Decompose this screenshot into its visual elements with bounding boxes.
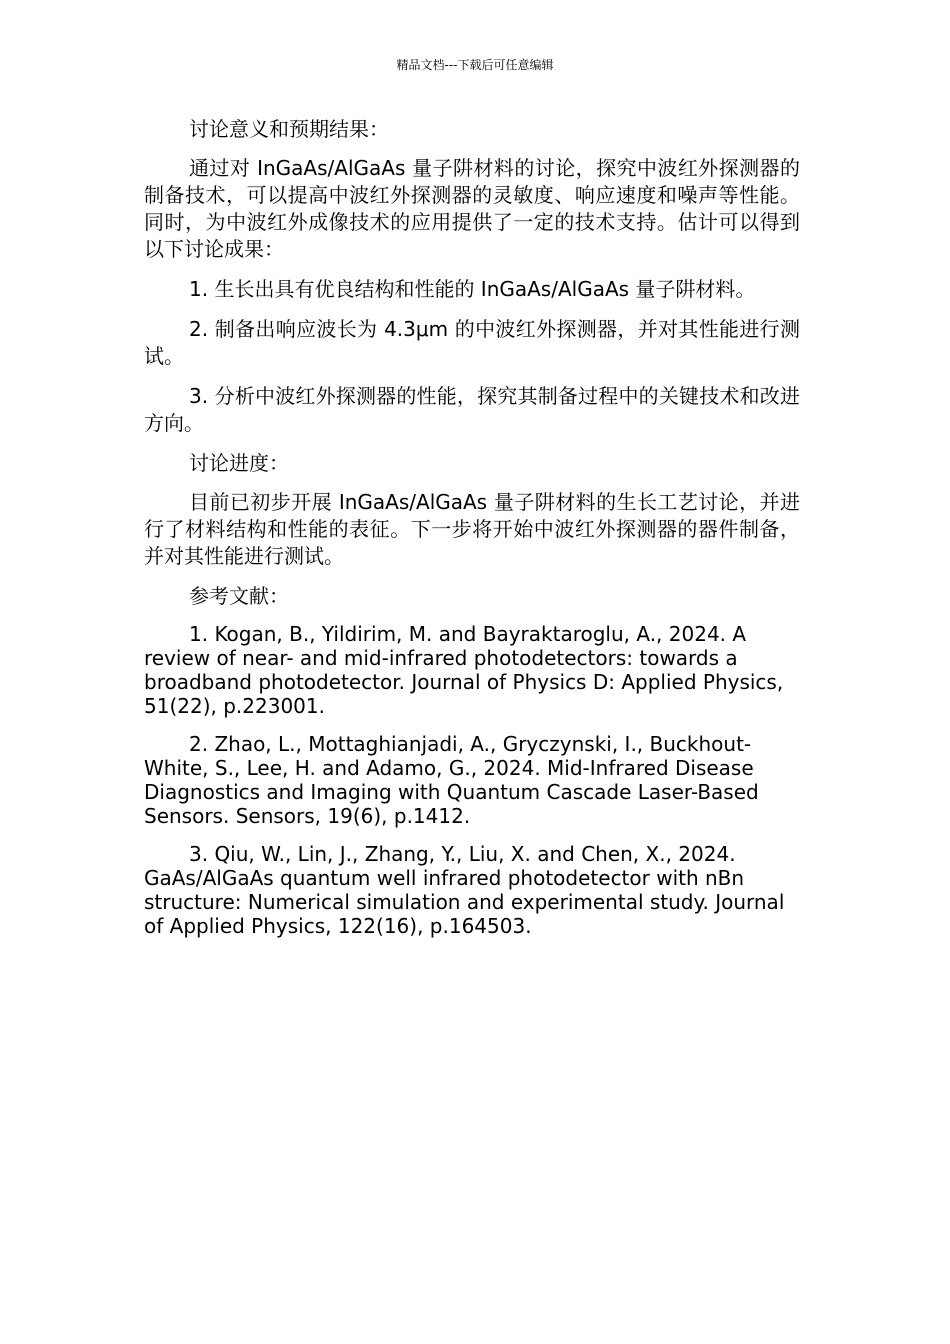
result-item-2: 2. 制备出响应波长为 4.3μm 的中波红外探测器，并对其性能进行测试。 (144, 317, 800, 368)
result-item-1: 1. 生长出具有优良结构和性能的 InGaAs/AlGaAs 量子阱材料。 (189, 277, 756, 301)
reference-item-3: 3. Qiu, W., Lin, J., Zhang, Y., Liu, X. and Chen, X., 2024. GaAs/AlGaAs quantum well infrared photodetector with nBn structure: Numerical simulation and experimental study. Journal of Applied Physics, 122(16), p.164503. (144, 842, 785, 938)
reference-item-2: 2. Zhao, L., Mottaghianjadi, A., Gryczynski, I., Buckhout-White, S., Lee, H. and Adamo, G., 2024. Mid-Infrared Disease Diagnostics and Imaging with Quantum Cascade Laser-Based Sensors. Sensors, 19(6), p.1412. (144, 732, 759, 828)
page-header: 精品文档---下载后可任意编辑 (396, 58, 554, 72)
progress-heading: 讨论进度： (189, 451, 289, 475)
document-body (144, 116, 800, 952)
result-item-3: 3. 分析中波红外探测器的性能，探究其制备过程中的关键技术和改进方向。 (144, 384, 800, 435)
references-heading: 参考文献： (189, 584, 289, 608)
significance-paragraph: 通过对 InGaAs/AlGaAs 量子阱材料的讨论，探究中波红外探测器的制备技术，可以提高中波红外探测器的灵敏度、响应速度和噪声等性能。同时，为中波红外成像技术的应用提供了一定的技术支持。估计可以得到以下讨论成果： (144, 156, 800, 261)
reference-item-1: 1. Kogan, B., Yildirim, M. and Bayraktaroglu, A., 2024. A review of near- and mid-infrared photodetectors: towards a broadband photodetector. Journal of Physics D: Applied Physics, 51(22), p.223001. (144, 622, 784, 718)
progress-paragraph: 目前已初步开展 InGaAs/AlGaAs 量子阱材料的生长工艺讨论，并进行了材料结构和性能的表征。下一步将开始中波红外探测器的器件制备，并对其性能进行测试。 (144, 490, 800, 568)
significance-heading: 讨论意义和预期结果： (189, 117, 389, 141)
